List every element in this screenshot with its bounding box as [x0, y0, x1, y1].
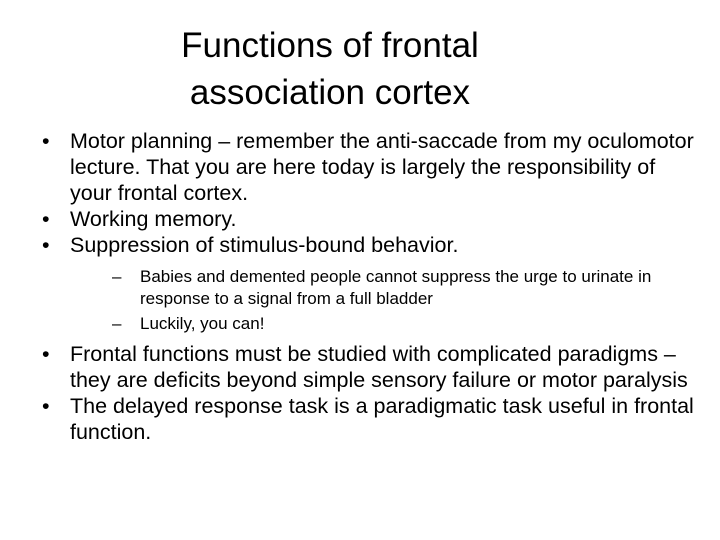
bullet-marker: • — [42, 342, 50, 366]
slide-title — [120, 22, 540, 116]
bullet-list — [30, 128, 695, 445]
slide-title-line-2: association cortex — [189, 73, 471, 112]
sub-bullet-text: Luckily, you can! — [140, 314, 265, 333]
bullet-text: Suppression of stimulus-bound behavior. — [70, 233, 459, 257]
bullet-marker: • — [42, 233, 50, 257]
sub-bullet-marker: – — [112, 314, 122, 333]
bullet-item-motor-planning — [30, 128, 695, 206]
sub-bullet-text: Babies and demented people cannot suppress the urge to urinate in response to a signal from a full bladder — [140, 267, 652, 308]
bullet-text: Motor planning – remember the anti-saccade from my oculomotor lecture. That you are here today is largely the responsibility of your frontal cortex. — [70, 129, 694, 205]
sub-bullet-list — [70, 266, 695, 335]
bullet-item-frontal-functions — [30, 341, 695, 393]
sub-bullet-item-luckily — [70, 313, 695, 335]
slide-title-line-1: Functions of frontal — [181, 26, 479, 65]
bullet-item-working-memory — [30, 206, 695, 232]
sub-bullet-item-babies — [70, 266, 695, 310]
bullet-marker: • — [42, 129, 50, 153]
bullet-marker: • — [42, 207, 50, 231]
bullet-text: The delayed response task is a paradigmatic task useful in frontal function. — [70, 394, 694, 444]
bullet-item-suppression — [30, 232, 695, 335]
bullet-marker: • — [42, 394, 50, 418]
bullet-item-delayed-response — [30, 393, 695, 445]
sub-bullet-marker: – — [112, 267, 122, 286]
bullet-text: Frontal functions must be studied with complicated paradigms – they are deficits beyond simple sensory failure or motor paralysis — [70, 342, 688, 392]
bullet-text: Working memory. — [70, 207, 237, 231]
